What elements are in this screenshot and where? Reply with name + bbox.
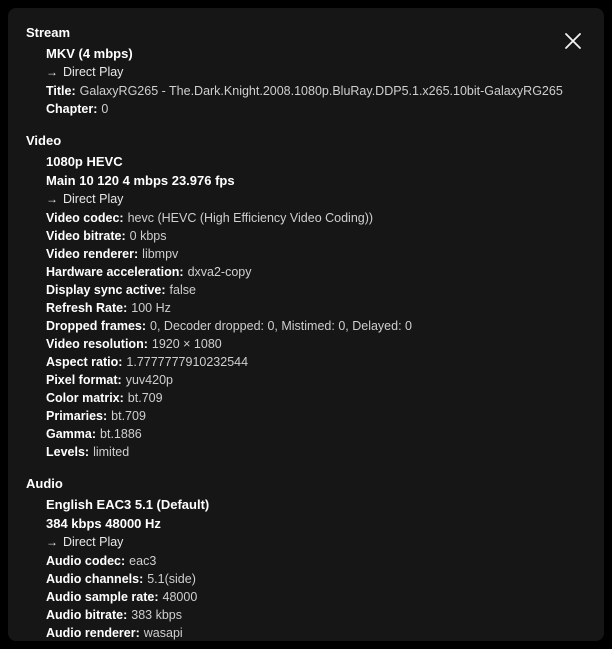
arrow-right-icon: →	[46, 65, 58, 79]
info-value: 1.7777777910232544	[126, 355, 249, 369]
info-row	[46, 624, 586, 641]
info-row	[46, 299, 586, 317]
playback-info-panel	[8, 8, 604, 641]
info-row	[46, 443, 586, 461]
info-value: false	[169, 283, 196, 297]
info-row	[46, 209, 586, 227]
section-stream	[26, 24, 586, 118]
video-headline: 1080p HEVC	[46, 154, 123, 169]
info-row	[46, 407, 586, 425]
arrow-right-icon: →	[46, 535, 58, 549]
section-title: Audio	[26, 476, 63, 491]
info-value: bt.709	[127, 391, 163, 405]
info-key: Audio sample rate:	[46, 590, 159, 604]
info-key: Gamma:	[46, 427, 97, 441]
info-row	[46, 570, 586, 588]
info-key: Audio bitrate:	[46, 608, 128, 622]
info-key: Refresh Rate:	[46, 301, 128, 315]
info-value: 5.1(side)	[147, 572, 196, 586]
info-value: wasapi	[143, 626, 183, 640]
info-row	[46, 606, 586, 624]
video-playmode-label: Direct Play	[63, 192, 124, 206]
info-key: Title:	[46, 84, 76, 98]
info-value: GalaxyRG265 - The.Dark.Knight.2008.1080p.BluRay.DDP5.1.x265.10bit-GalaxyRG265	[79, 84, 563, 98]
info-key: Display sync active:	[46, 283, 166, 297]
info-row	[46, 353, 586, 371]
audio-playmode-label: Direct Play	[63, 535, 124, 549]
info-value: hevc (HEVC (High Efficiency Video Coding))	[127, 211, 374, 225]
video-subheadline: Main 10 120 4 mbps 23.976 fps	[46, 173, 235, 188]
audio-playmode	[46, 533, 586, 552]
info-key: Video renderer:	[46, 247, 139, 261]
info-row	[46, 281, 586, 299]
info-key: Audio renderer:	[46, 626, 140, 640]
info-value: 1920 × 1080	[151, 337, 222, 351]
info-key: Video resolution:	[46, 337, 148, 351]
section-title: Stream	[26, 25, 71, 40]
close-icon[interactable]	[562, 30, 584, 52]
info-row	[46, 335, 586, 353]
info-key: Audio codec:	[46, 554, 126, 568]
info-key: Primaries:	[46, 409, 108, 423]
arrow-right-icon: →	[46, 192, 58, 206]
info-value: bt.709	[111, 409, 146, 423]
info-value: limited	[93, 445, 130, 459]
info-row	[46, 317, 586, 335]
info-row	[46, 389, 586, 407]
section-video	[26, 132, 586, 461]
info-row	[46, 100, 586, 118]
info-value: libmpv	[142, 247, 179, 261]
info-key: Dropped frames:	[46, 319, 147, 333]
info-row	[46, 263, 586, 281]
info-value: bt.1886	[100, 427, 142, 441]
video-playmode	[46, 190, 586, 209]
info-key: Chapter:	[46, 102, 98, 116]
info-value: 0	[101, 102, 109, 116]
info-key: Hardware acceleration:	[46, 265, 184, 279]
info-key: Aspect ratio:	[46, 355, 123, 369]
info-key: Levels:	[46, 445, 90, 459]
info-row	[46, 82, 586, 100]
info-key: Audio channels:	[46, 572, 144, 586]
section-title: Video	[26, 133, 62, 148]
info-value: dxva2-copy	[187, 265, 252, 279]
info-row	[46, 227, 586, 245]
info-key: Video codec:	[46, 211, 124, 225]
audio-subheadline: 384 kbps 48000 Hz	[46, 516, 161, 531]
info-row	[46, 371, 586, 389]
info-value: 0 kbps	[129, 229, 167, 243]
info-row	[46, 588, 586, 606]
stream-headline: MKV (4 mbps)	[46, 46, 133, 61]
info-key: Pixel format:	[46, 373, 122, 387]
info-value: 0, Decoder dropped: 0, Mistimed: 0, Delayed: 0	[150, 319, 412, 333]
info-value: 100 Hz	[131, 301, 171, 315]
info-row	[46, 552, 586, 570]
info-row	[46, 245, 586, 263]
audio-headline: English EAC3 5.1 (Default)	[46, 497, 210, 512]
info-row	[46, 425, 586, 443]
info-value: eac3	[129, 554, 157, 568]
stream-playmode	[46, 63, 586, 82]
section-audio	[26, 475, 586, 641]
info-key: Color matrix:	[46, 391, 124, 405]
info-value: yuv420p	[125, 373, 173, 387]
info-key: Video bitrate:	[46, 229, 126, 243]
stream-playmode-label: Direct Play	[63, 65, 124, 79]
info-value: 48000	[162, 590, 198, 604]
info-value: 383 kbps	[131, 608, 182, 622]
